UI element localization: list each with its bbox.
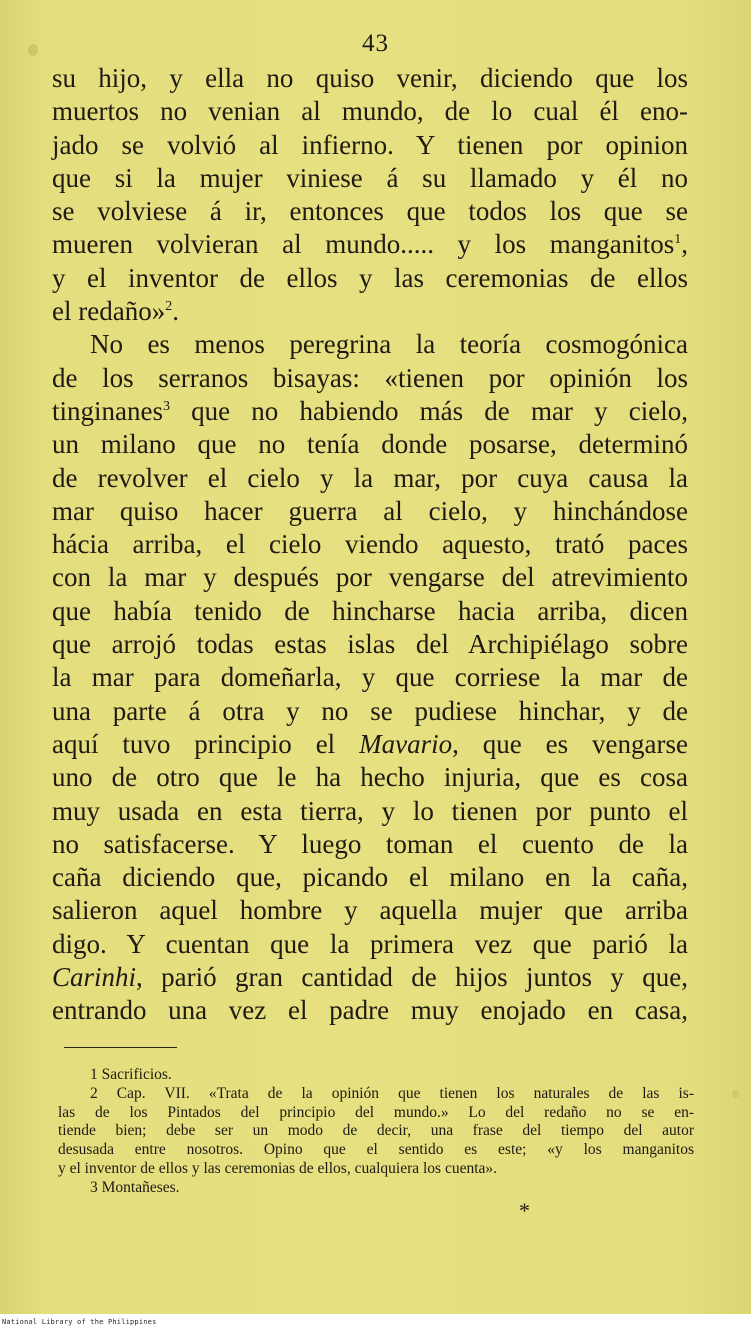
paper-stain [732,1090,739,1098]
text-line: no satisfacerse. Y luego toman el cuento de la [52,828,688,859]
footnote-line: y el inventor de ellos y las ceremonias de ellos, cualquiera los cuenta». [58,1159,498,1177]
text-line: la mar para domeñarla, y que corriese la mar de [52,662,688,693]
footnote-line: 1 Sacrificios. [90,1066,172,1083]
page-number: 43 [362,30,389,57]
italic-term: Mavario [359,728,453,759]
line-tail: , [681,229,688,260]
footnote-divider [64,1047,177,1048]
text-line: que arrojó todas estas islas del Archipiélago sobre [52,629,688,660]
text-line: muy usada en esta tierra, y lo tienen por punto el [52,795,688,826]
text-line [52,961,688,994]
text-line [52,228,688,261]
text-line: muertos no venian al mundo, de lo cual él eno- [52,96,688,127]
library-stamp: National Library of the Philippines [2,1318,157,1326]
asterisk-mark: * [519,1198,530,1223]
text-line: que si la mujer viniese á su llamado y él no [52,162,688,193]
footnote-line: tiende bien; debe ser un modo de decir, una frase del tiempo del autor [58,1122,694,1140]
text-line: y el inventor de ellos y las ceremonias de ellos [52,262,688,293]
line-tail: , parió gran cantidad de hijos juntos y que, [136,962,688,993]
line-text: aquí tuvo principio el [52,728,336,759]
italic-term: Carinhi [52,962,137,993]
text-line: salieron aquel hombre y aquella mujer que arriba [52,895,688,926]
text-line [52,728,688,761]
text-line: se volviese á ir, entonces que todos los que se [52,196,688,227]
footnote-line: 3 Montañeses. [90,1178,180,1196]
text-line [52,295,688,328]
text-line: con la mar y después por vengarse del atrevimiento [52,562,688,593]
text-line: uno de otro que le ha hecho injuria, que es cosa [52,762,688,793]
text-line: de revolver el cielo y la mar, por cuya causa la [52,462,688,493]
line-text: tinginanes [52,395,163,426]
footnote-line: 2 Cap. VII. «Trata de la opinión que tienen los naturales de las is- [90,1084,694,1102]
line-text: mueren volvieran al mundo..... y los manganitos [52,229,675,260]
body-text [52,62,688,1028]
text-line: No es menos peregrina la teoría cosmogónica [90,329,688,360]
text-line: que había tenido de hincharse hacia arriba, dicen [52,595,688,626]
text-line: caña diciendo que, picando el milano en la caña, [52,862,688,893]
text-line: un milano que no tenía donde posarse, determinó [52,429,688,460]
footnote-ref: 1 [674,232,682,248]
text-line: entrando una vez el padre muy enojado en casa, [52,995,688,1026]
footnote-ref: 3 [162,398,170,414]
text-line: mar quiso hacer guerra al cielo, y hinchándose [52,495,688,526]
text-line: jado se volvió al infierno. Y tienen por opinion [52,129,688,160]
line-tail: . [172,296,179,327]
line-tail: que no habiendo más de mar y cielo, [169,395,688,426]
footnotes [58,1066,694,1198]
text-line: una parte á otra y no se pudiese hinchar, y de [52,695,688,726]
text-line: su hijo, y ella no quiso venir, diciendo que los [52,63,688,93]
line-text: el redaño» [52,296,166,327]
footnote-line: las de los Pintados del principio del mundo.» Lo del redaño no se en- [58,1103,694,1121]
line-tail: , que es vengarse [452,728,689,759]
footnote-line: desusada entre nosotros. Opino que el sentido es este; «y los manganitos [58,1141,694,1159]
text-line: digo. Y cuentan que la primera vez que parió la [52,928,688,959]
text-line: hácia arriba, el cielo viendo aquesto, trató paces [52,529,688,560]
footnote-ref: 2 [165,299,173,315]
text-line: de los serranos bisayas: «tienen por opinión los [52,362,688,393]
text-line [52,395,688,428]
